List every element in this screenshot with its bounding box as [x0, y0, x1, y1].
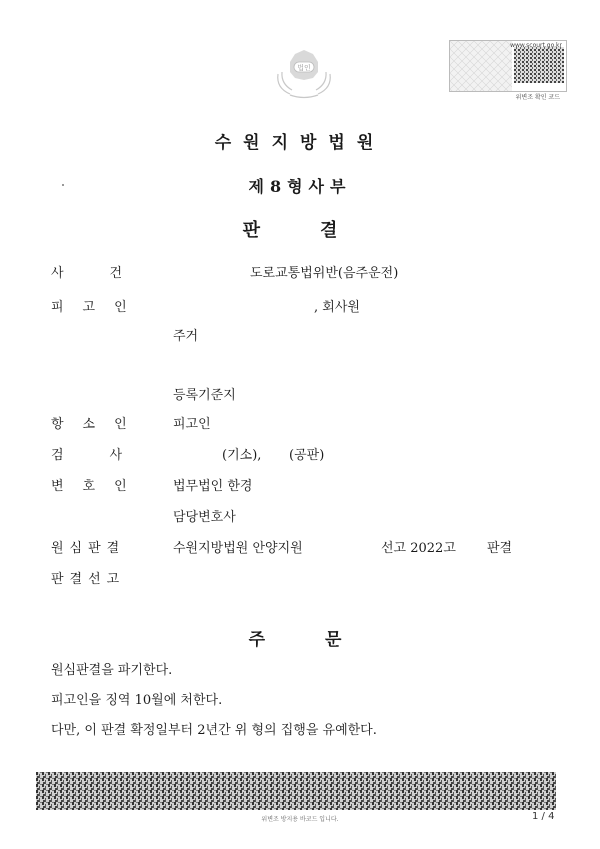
anti-forgery-barcode-icon	[36, 772, 556, 810]
verification-code	[449, 40, 567, 101]
appellant-value: 피고인	[173, 417, 211, 432]
label-case: 사건	[51, 266, 169, 281]
order-title: 주문	[248, 630, 402, 650]
order-paragraph: 원심판결을 파기한다.	[51, 663, 173, 678]
barcode-note: 위변조 방지용 바코드 입니다.	[261, 816, 339, 823]
court-name: 수원지방법원	[214, 133, 386, 153]
division-name: 제8형사부	[248, 177, 352, 196]
counsel-attorney-label: 담당변호사	[173, 510, 236, 525]
document-title: 판결	[242, 220, 398, 241]
label-prosecutor: 검사	[51, 448, 169, 463]
label-defendant: 피고인	[51, 300, 146, 315]
label-appellant: 항소인	[51, 417, 146, 432]
verification-url: www.scourt.go.kr	[510, 42, 562, 49]
page-number: 1 / 4	[532, 811, 555, 822]
order-paragraph: 다만, 이 판결 확정일부터 2년간 위 형의 집행을 유예한다.	[51, 723, 377, 738]
original-case-number: 선고 2022고	[381, 541, 456, 556]
order-paragraph: 피고인을 징역 10월에 처한다.	[51, 693, 223, 708]
defendant-address-label: 주거	[173, 329, 199, 344]
defendant-occupation: , 회사원	[314, 300, 360, 315]
label-sentencing-date: 판결선고	[51, 572, 126, 587]
label-original-judgment: 원심판결	[51, 541, 126, 556]
original-court: 수원지방법원 안양지원	[173, 541, 303, 556]
defendant-registry-label: 등록기준지	[173, 388, 236, 403]
prosecutor-trial: (공판)	[289, 448, 325, 463]
counsel-firm: 법무법인 한경	[173, 479, 253, 494]
court-seal-icon	[272, 48, 336, 100]
case-name: 도로교통법위반(음주운전)	[250, 266, 399, 281]
prosecutor-indictment: (기소),	[222, 448, 262, 463]
label-counsel: 변호인	[51, 479, 146, 494]
verification-caption: 위변조 확인 코드	[515, 94, 560, 101]
original-judgment-suffix: 판결	[487, 541, 513, 556]
seal-text: 법인	[297, 64, 311, 72]
